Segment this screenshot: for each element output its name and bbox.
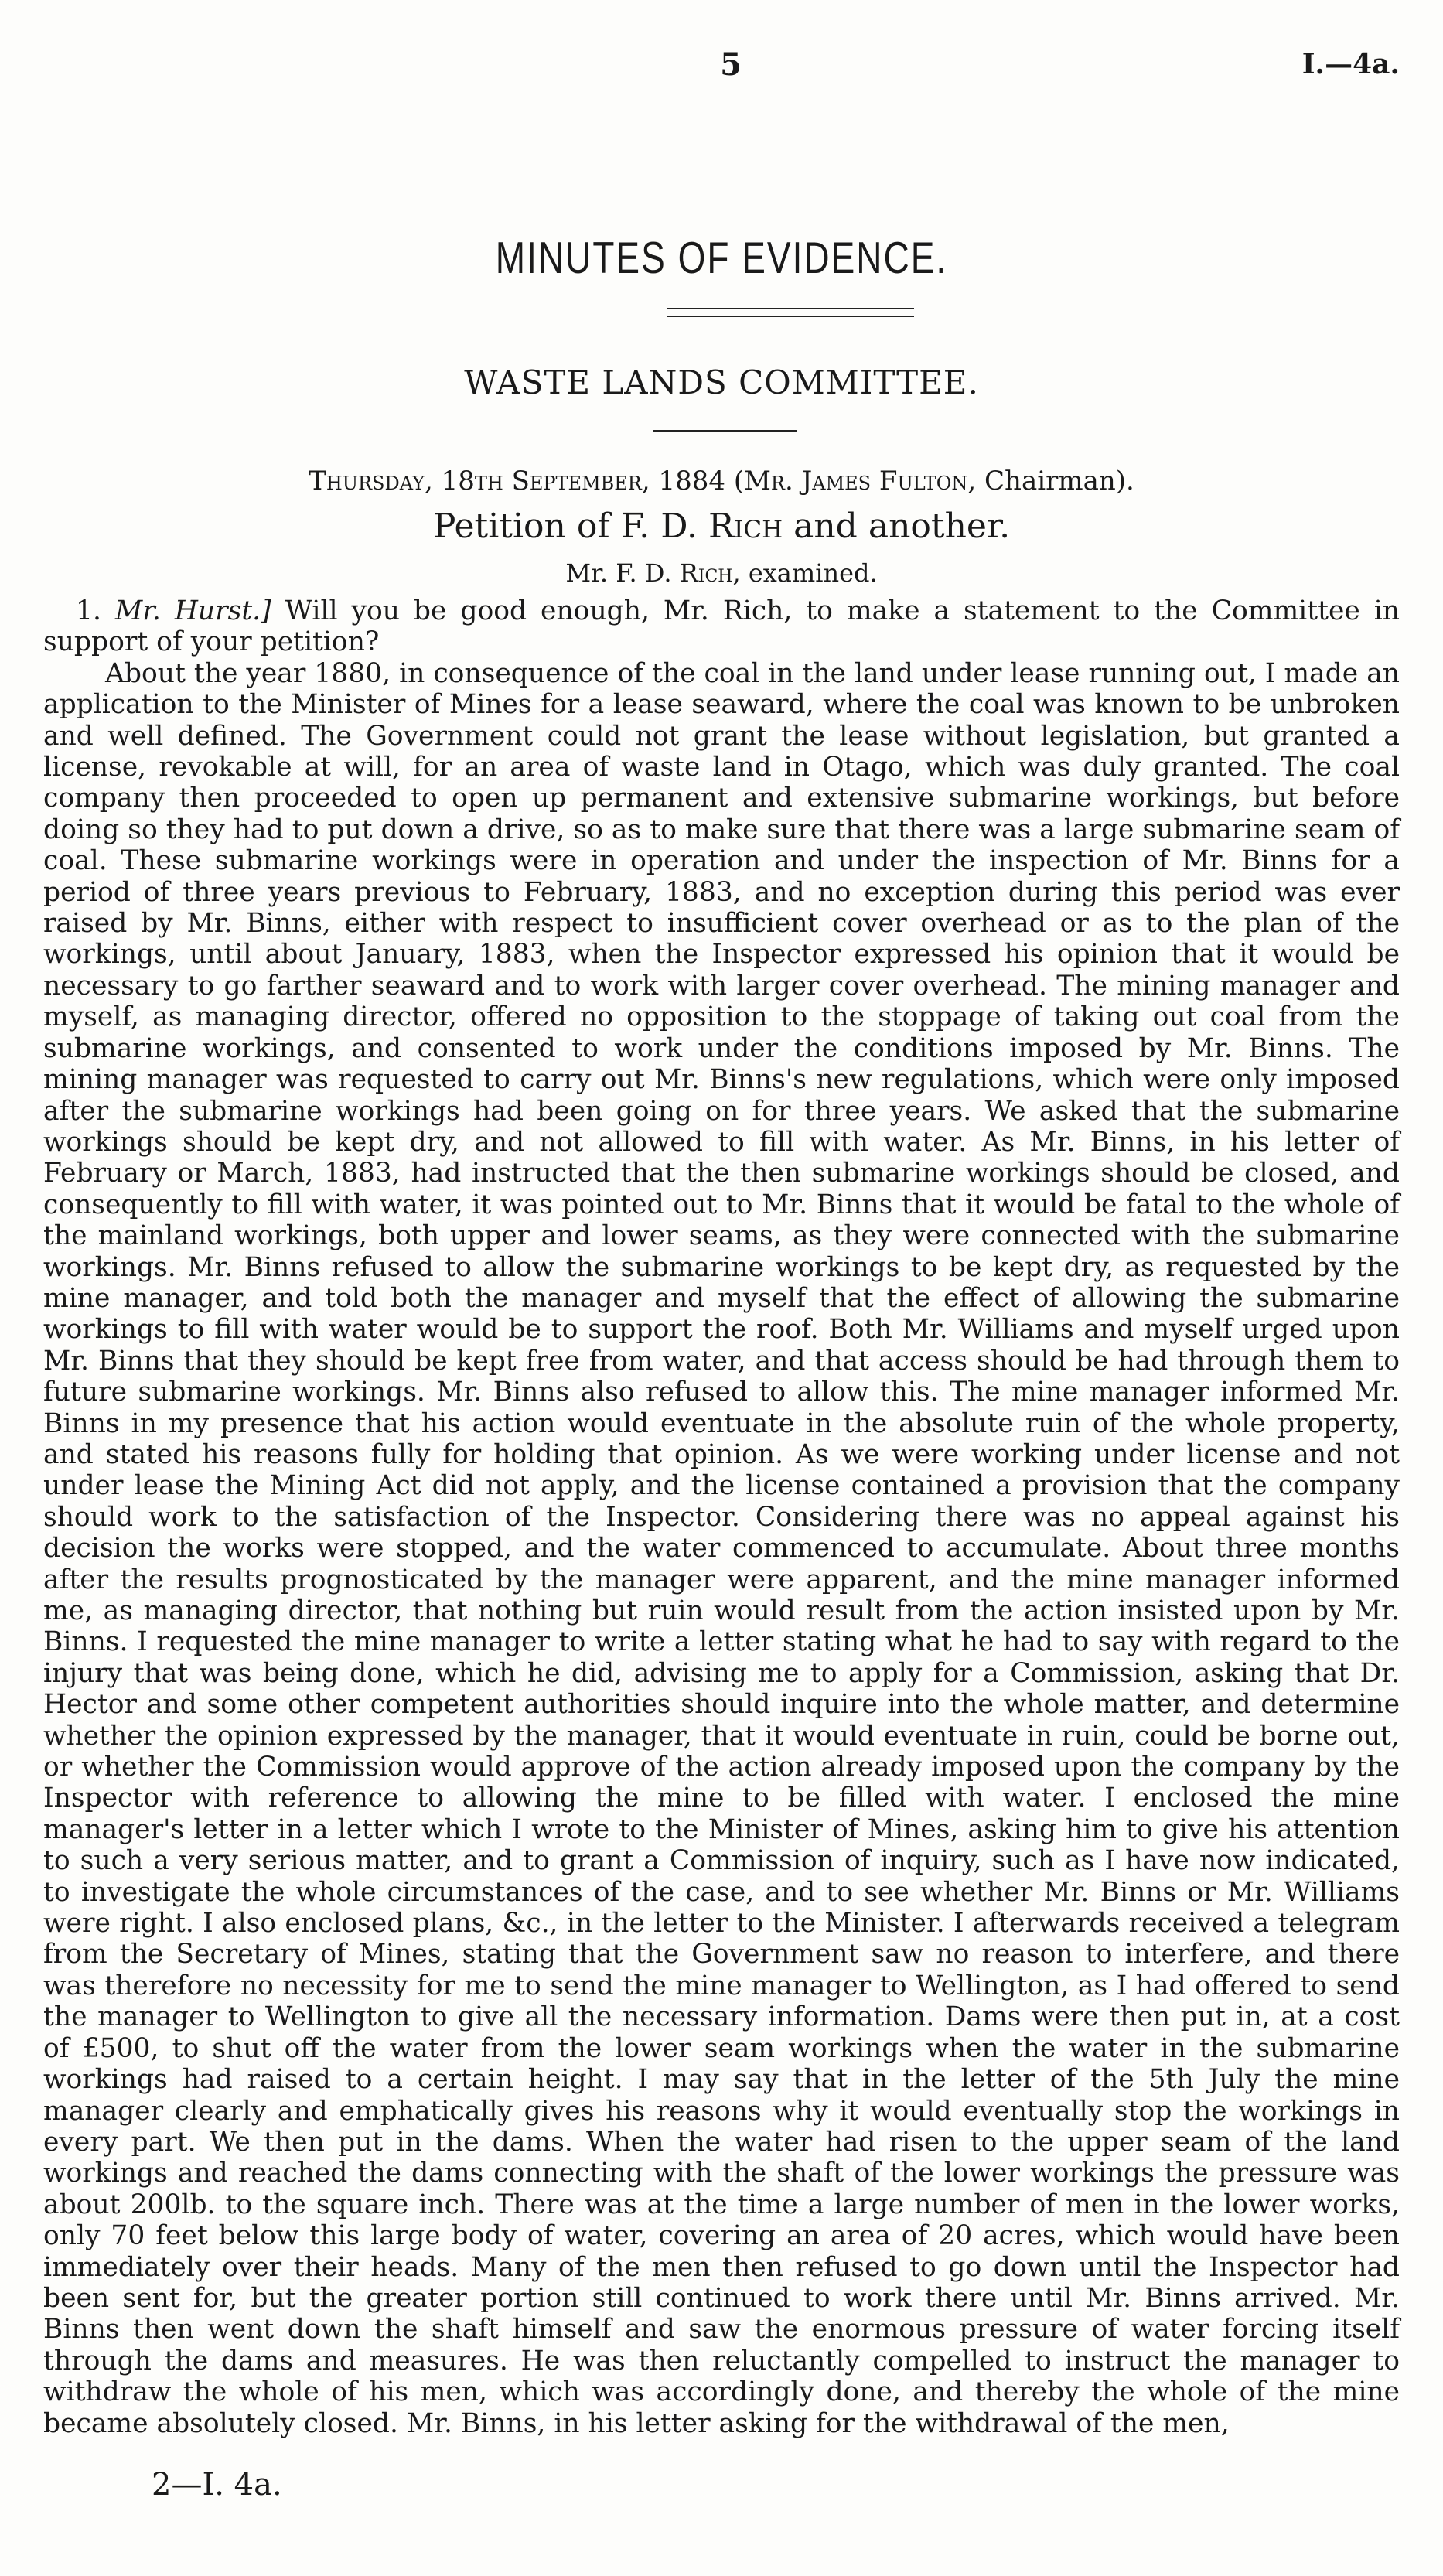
- question-paragraph: [43, 595, 1400, 658]
- witness-prefix: Mr. F. D.: [565, 558, 672, 588]
- evidence-body: [43, 595, 1400, 2439]
- chairman-surname: Fulton: [878, 466, 968, 496]
- answer-paragraph: About the year 1880, in consequence of the coal in the land under lease running out, I made an application to the Minister of Mines for a lease seaward, where the coal was known to be unbroken and well defined. The Government could not grant the lease without legislation, but granted a license, revokable at will, for an area of waste land in Otago, which was duly granted. The coal company then proceeded to open up permanent and extensive submarine workings, but before doing so they had to put down a drive, so as to make sure that there was a large submarine seam of coal. These submarine workings were in operation and under the inspection of Mr. Binns for a period of three years previous to February, 1883, and no exception during this period was ever raised by Mr. Binns, either with respect to insufficient cover overhead or as to the plan of the workings, until about January, 1883, when the Inspector expressed his opinion that it would be necessary to go farther seaward and to work with larger cover overhead. The mining manager and myself, as managing director, offered no opposition to the stoppage of taking out coal from the submarine workings, and consented to work under the conditions imposed by Mr. Binns. The mining manager was requested to carry out Mr. Binns's new regulations, which were only imposed after the submarine workings had been going on for three years. We asked that the submarine workings should be kept dry, and not allowed to fill with water. As Mr. Binns, in his letter of February or March, 1883, had instructed that the then submarine workings should be closed, and consequently to fill with water, it was pointed out to Mr. Binns that it would be fatal to the whole of the mainland workings, both upper and lower seams, as they were connected with the submarine workings. Mr. Binns refused to allow the submarine workings to be kept dry, as requested by the mine manager, and told both the manager and myself that the effect of allowing the submarine workings to fill with water would be to support the roof. Both Mr. Williams and myself urged upon Mr. Binns that they should be kept free from water, and that access should be had through them to future submarine workings. Mr. Binns also refused to allow this. The mine manager informed Mr. Binns in my presence that his action would eventuate in the absolute ruin of the whole property, and stated his reasons fully for holding that opinion. As we were working under license and not under lease the Mining Act did not apply, and the license contained a provision that the company should work to the satisfaction of the Inspector. Considering there was no appeal against his decision the works were stopped, and the water commenced to accumulate. About three months after the results prognosticated by the manager were apparent, and the mine manager informed me, as managing director, that nothing but ruin would result from the action insisted upon by Mr. Binns. I requested the mine manager to write a letter stating what he had to say with regard to the injury that was being done, which he did, advising me to apply for a Commission, asking that Dr. Hector and some other competent authorities should inquire into the whole matter, and determine whether the opinion expressed by the manager, that it would eventuate in ruin, could be borne out, or whether the Commission would approve of the action already imposed upon the company by the Inspector with reference to allowing the mine to be filled with water. I enclosed the mine manager's letter in a letter which I wrote to the Minister of Mines, asking him to give his attention to such a very serious matter, and to grant a Commission of inquiry, such as I have now indicated, to investigate the whole circumstances of the case, and to see whether Mr. Binns or Mr. Williams were right. I also enclosed plans, &c., in the letter to the Minister. I afterwards received a telegram from the Secretary of Mines, stating that the Government saw no reason to interfere, and there was therefore no necessity for me to send the mine manager to Wellington, as I had offered to send the manager to Wellington to give all the necessary information. Dams were then put in, at a cost of £500, to shut off the water from the lower seam workings when the water in the submarine workings had raised to a certain height. I may say that in the letter of the 5th July the mine manager clearly and emphatically gives his reasons why it would eventually stop the workings in every part. We then put in the dams. When the water had risen to the upper seam of the land workings and reached the dams connecting with the shaft of the lower workings the pressure was about 200lb. to the square inch. There was at the time a large number of men in the lower works, only 70 feet below this large body of water, covering an area of 20 acres, which would have been immediately over their heads. Many of the men then refused to go down until the Inspector had been sent for, but the greater portion still continued to work there until Mr. Binns arrived. Mr. Binns then went down the shaft himself and saw the enormous pressure of water forcing itself through the dams and measures. He was then reluctantly compelled to instruct the manager to withdraw the whole of his men, which was accordingly done, and thereby the whole of the mine became absolutely closed. Mr. Binns, in his letter asking for the withdrawal of the men,: [43, 657, 1400, 2439]
- question-number: 1.: [76, 595, 101, 626]
- question-text: Will you be good enough, Mr. Rich, to make a statement to the Committee in support of your petition?: [43, 595, 1400, 658]
- chairman-prefix: Mr. James: [744, 466, 872, 496]
- witness-suffix: , examined.: [732, 558, 878, 588]
- committee-heading: WASTE LANDS COMMITTEE.: [464, 363, 979, 401]
- printer-signature: 2—I. 4a.: [152, 2467, 282, 2503]
- witness-name: Rich: [679, 558, 733, 588]
- petition-suffix: and another.: [793, 507, 1011, 546]
- petition-prefix: Petition of F. D.: [432, 507, 698, 546]
- sitting-day: Thursday: [309, 466, 425, 496]
- double-rule-divider: [667, 308, 914, 317]
- question-speaker: Mr. Hurst.]: [114, 595, 271, 626]
- witness-line: [0, 558, 1443, 588]
- sitting-year: 1884: [658, 466, 726, 496]
- sitting-date: 18th September: [441, 466, 642, 496]
- chairman-role: Chairman: [984, 466, 1116, 496]
- sitting-date-line: Thursday, 18th September, 1884 (Mr. James Fulton, Chairman).: [309, 466, 1134, 496]
- page-title: MINUTES OF EVIDENCE.: [495, 232, 948, 283]
- petition-heading: [0, 507, 1443, 546]
- document-reference: I.—4a.: [1301, 48, 1400, 80]
- single-rule-divider: [653, 430, 797, 432]
- page-number: 5: [720, 46, 742, 83]
- petitioner-name: Rich: [708, 507, 783, 546]
